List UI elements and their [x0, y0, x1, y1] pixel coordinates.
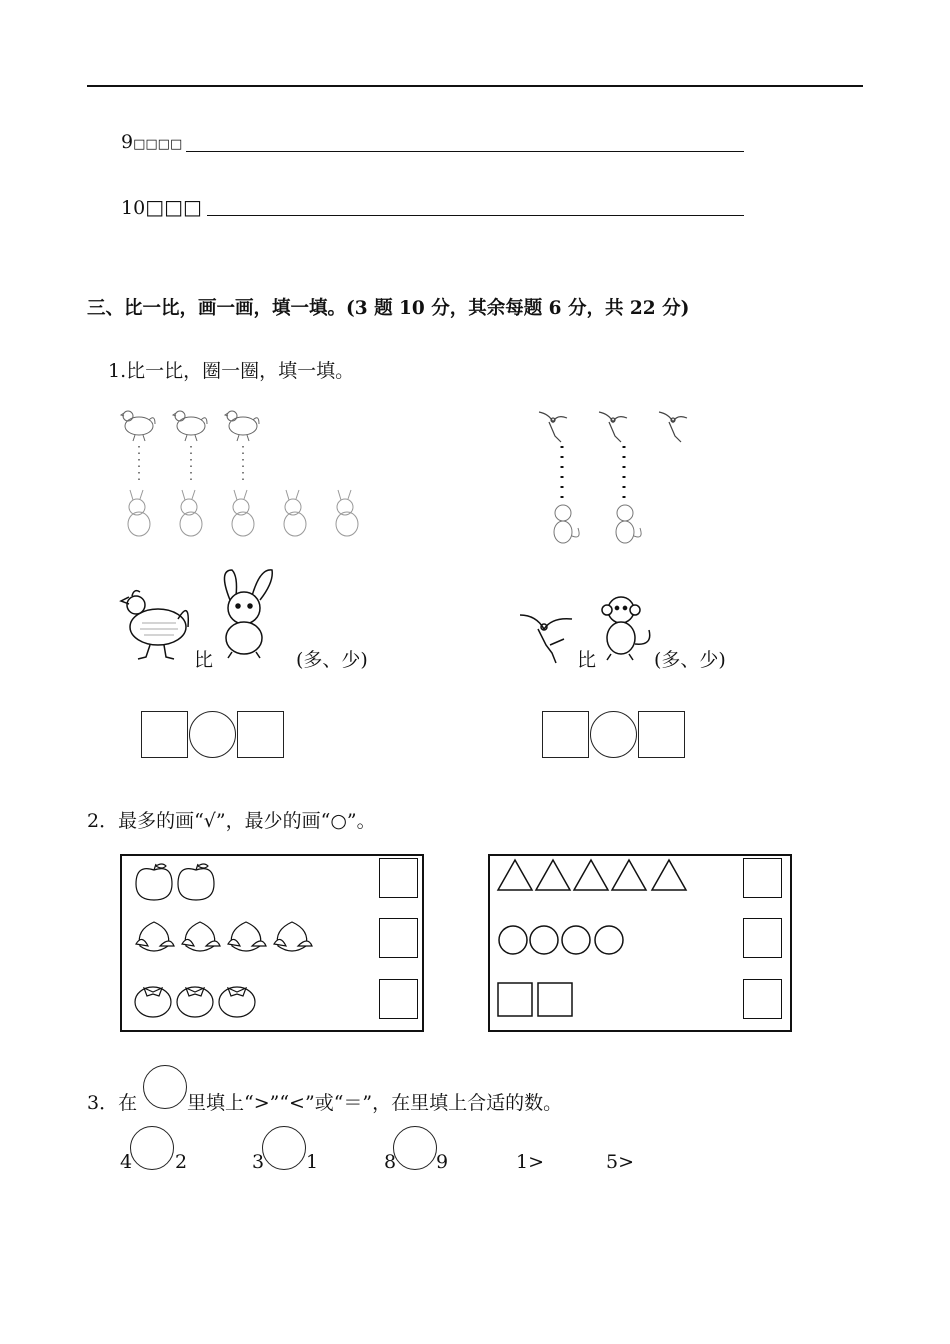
q3-prompt-end: 里填上“>”“<”或“＝”，在里填上合适的数。 [187, 1092, 563, 1114]
fill-line-boxes: □□□□ [133, 137, 183, 152]
answer-box[interactable] [542, 711, 589, 758]
large-monkey-icon [597, 594, 657, 662]
mark-box[interactable] [379, 918, 418, 958]
mark-box[interactable] [743, 858, 782, 898]
compare-circle[interactable] [189, 711, 236, 758]
q2-prompt: 2．最多的画“√”，最少的画“○”。 [87, 810, 376, 832]
q3-blank[interactable]: 5> [606, 1151, 635, 1173]
fill-line-9 [121, 131, 182, 153]
answer-line-9[interactable] [186, 132, 744, 152]
rabbit-icon [232, 490, 254, 536]
tomato-icon [177, 987, 213, 1017]
mark-box[interactable] [379, 858, 418, 898]
circle-icon [499, 926, 623, 954]
shape-rows [496, 856, 696, 1021]
hens-rabbits-figure [115, 400, 375, 550]
peach-icon [136, 922, 174, 951]
compare-circle[interactable] [262, 1126, 306, 1170]
tomato-icon [219, 987, 255, 1017]
answer-box[interactable] [141, 711, 188, 758]
rabbit-icon [336, 490, 358, 536]
dotted-connector [139, 446, 243, 485]
fill-line-number: 10 [121, 197, 146, 219]
q1-prompt: 1.比一比，圈一圈，填一填。 [108, 360, 355, 382]
apple-icon [136, 864, 172, 900]
hen-icon [173, 411, 207, 441]
apple-icon [178, 864, 214, 900]
monkey-icon [616, 505, 641, 543]
square-icon [498, 983, 572, 1016]
rabbit-icon [180, 490, 202, 536]
compare-circle[interactable] [130, 1126, 174, 1170]
q3-item-right: 1 [306, 1151, 319, 1173]
q1-right-compare-word: 比 [577, 649, 597, 671]
mark-box[interactable] [743, 918, 782, 958]
mark-box[interactable] [379, 979, 418, 1019]
rabbit-icon [284, 490, 306, 536]
q3-item-right: 2 [175, 1151, 188, 1173]
birds-monkeys-figure [535, 400, 715, 550]
fruit-rows [130, 860, 330, 1025]
q3-item-left: 4 [120, 1151, 133, 1173]
large-bird-icon [520, 605, 576, 663]
triangle-icon [498, 860, 686, 890]
large-rabbit-icon [208, 566, 280, 662]
q1-right-choice[interactable]: (多、少) [654, 649, 726, 671]
section-heading: 三、比一比，画一画，填一填。(3 题 10 分，其余每题 6 分，共 22 分) [87, 298, 690, 319]
top-rule [87, 85, 863, 87]
tomato-icon [135, 987, 171, 1017]
q3-item-left: 8 [384, 1151, 397, 1173]
compare-circle[interactable] [393, 1126, 437, 1170]
peach-icon [274, 922, 312, 951]
q3-prompt-circle [143, 1065, 187, 1109]
peach-icon [228, 922, 266, 951]
q1-left-choice[interactable]: (多、少) [296, 649, 368, 671]
q3-item-right: 9 [436, 1151, 449, 1173]
bird-icon [659, 412, 687, 442]
q3-prompt-start: 3．在 [87, 1092, 138, 1114]
hen-icon [121, 411, 155, 441]
monkey-icon [554, 505, 579, 543]
fill-line-number: 9 [121, 131, 134, 153]
peach-icon [182, 922, 220, 951]
hen-icon [225, 411, 259, 441]
mark-box[interactable] [743, 979, 782, 1019]
large-hen-icon [118, 585, 190, 661]
q1-left-compare-word: 比 [194, 649, 214, 671]
fill-line-boxes: □□□ [145, 195, 202, 219]
answer-line-10[interactable] [207, 196, 744, 216]
fill-line-10 [121, 195, 202, 219]
dotted-connector [562, 446, 624, 500]
answer-box[interactable] [237, 711, 284, 758]
bird-icon [599, 412, 627, 442]
q3-blank[interactable]: 1> [516, 1151, 545, 1173]
answer-box[interactable] [638, 711, 685, 758]
compare-circle[interactable] [590, 711, 637, 758]
q3-item-left: 3 [252, 1151, 265, 1173]
rabbit-icon [128, 490, 150, 536]
bird-icon [539, 412, 567, 442]
